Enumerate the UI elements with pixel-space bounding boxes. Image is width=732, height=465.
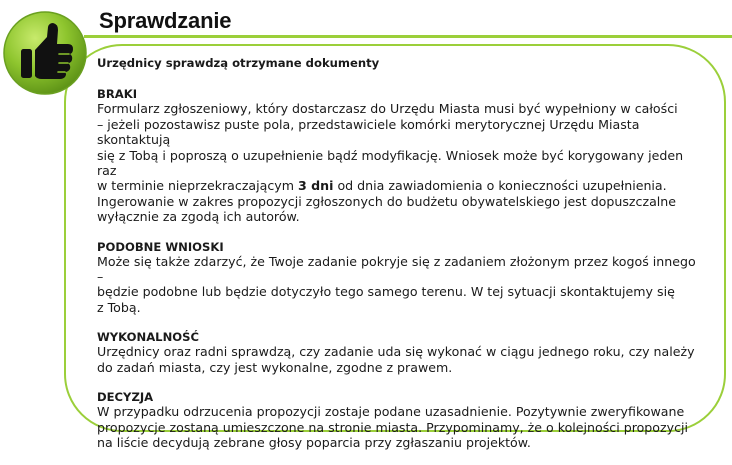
section-body — [97, 101, 697, 224]
section-heading: DECYZJA — [97, 390, 154, 405]
section-heading: WYKONALNOŚĆ — [97, 330, 199, 345]
section-decyzja — [97, 390, 697, 450]
section-body: Może się także zdarzyć, że Twoje zadanie pokryje się z zadaniem złożonym przez kogoś innego – będzie podobne lub będzie dotyczyło tego samego terenu. W tej sytuacji skontaktujemy się z Tobą. — [97, 253, 696, 315]
deadline-highlight: 3 dni — [298, 178, 334, 194]
section-heading: PODOBNE WNIOSKI — [97, 239, 224, 254]
content — [97, 56, 697, 465]
body-text: Formularz zgłoszeniowy, który dostarczasz do Urzędu Miasta musi być wypełniony w całości – jeżeli pozostawisz puste pola, przedstawiciele komórki merytorycznej Urzędu Miasta skontaktują się z Tobą i poproszą o uzupełnienie bądź modyfikację. Wniosek może być korygowany jeden raz w terminie nieprzekraczającym — [97, 101, 684, 194]
section-braki — [97, 87, 697, 224]
section-podobne-wnioski — [97, 240, 697, 316]
section-body: Urzędnicy oraz radni sprawdzą, czy zadanie uda się wykonać w ciągu jednego roku, czy należy do zadań miasta, czy jest wykonalne, zgodne z prawem. — [97, 344, 695, 375]
section-heading: BRAKI — [97, 87, 138, 102]
section-body: W przypadku odrzucenia propozycji zostaje podane uzasadnienie. Pozytywnie zweryfikowane propozycje zostaną umieszczone na stronie miasta. Przypominamy, że o kolejności propozycji na liście decydują zebrane głosy poparcia przy zgłaszaniu projektów. — [97, 404, 688, 450]
title-underline — [84, 35, 732, 38]
body-text: od dnia zawiadomienia o konieczności uzupełnienia. Ingerowanie w zakres propozycji zgłoszonych do budżetu obywatelskiego jest dopuszczalne wyłącznie za zgodą ich autorów. — [97, 178, 677, 225]
thumbs-up-icon — [2, 10, 88, 96]
page-title: Sprawdzanie — [99, 8, 232, 33]
section-wykonalnosc — [97, 330, 697, 375]
subtitle: Urzędnicy sprawdzą otrzymane dokumenty — [97, 56, 380, 70]
